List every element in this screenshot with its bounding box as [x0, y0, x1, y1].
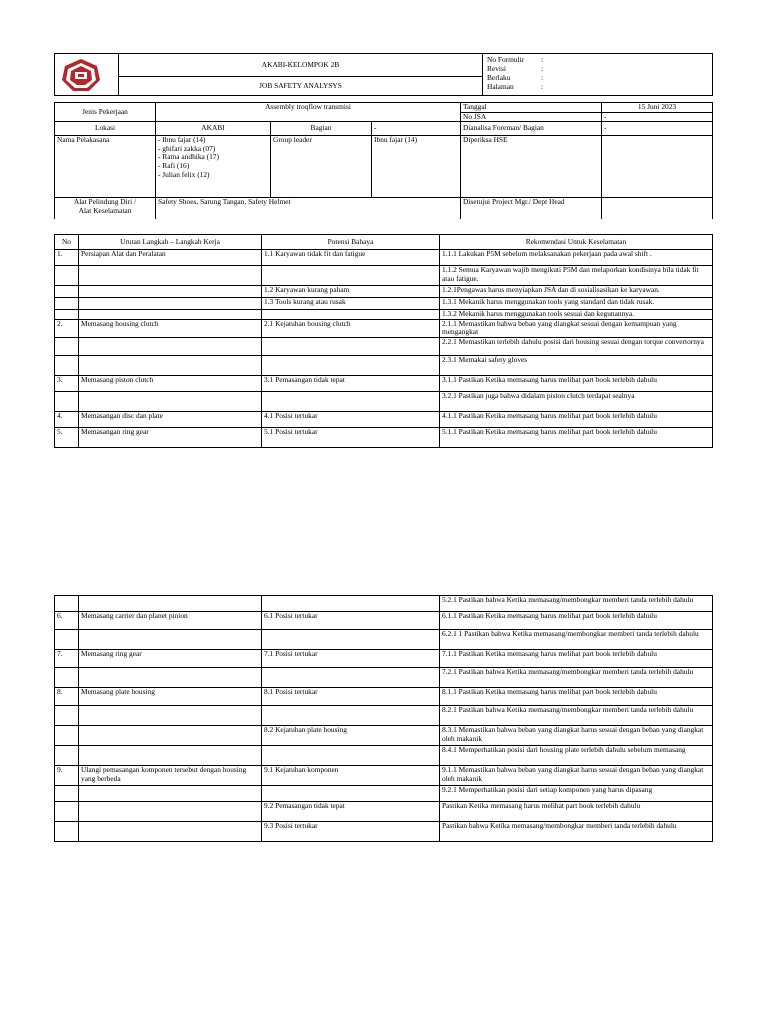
jenis-pekerjaan-label: Jenis Pekerjaan	[55, 103, 156, 122]
row-step: Memasangan disc dan plate	[79, 411, 262, 427]
row-no: 3.	[55, 375, 79, 391]
row-no: 6.	[55, 612, 79, 630]
row-recommendation: 1.1.2 Semua Karyawan wajib mengikuti P5M dan melaporkan kondisinya bila tidak fit atau fatigue.	[440, 266, 713, 286]
row-recommendation: 6.1.1 Pastikan Ketika memasang harus melihat part book terlebih dahulu	[440, 612, 713, 630]
meta-label: Berlaku	[487, 73, 511, 82]
row-recommendation: Pastikan bahwa Ketika memasang/membongkar memberi tanda terlebih dahulu	[440, 822, 713, 842]
row-no: 4.	[55, 411, 79, 427]
row-recommendation: 3.2.1 Pastikan juga bahwa didalam piston clutch terdapat sealnya	[440, 391, 713, 411]
row-step	[79, 630, 262, 650]
meta-label: Revisi	[487, 64, 506, 73]
row-hazard: 3.1 Pemasangan tidak tepat	[262, 375, 440, 391]
meta-row	[487, 82, 708, 91]
table-row	[55, 786, 713, 802]
row-hazard: 1.2 Karyawan kurang paham	[262, 286, 440, 298]
pelaksana-item: - Rama andhika (17)	[158, 152, 219, 162]
row-no	[55, 266, 79, 286]
pelaksana-item: - Rafi (16)	[158, 160, 190, 170]
row-hazard: 9.3 Posisi tertukar	[262, 822, 440, 842]
nama-pelaksana-label: Nama Pelakasana	[55, 136, 156, 198]
row-recommendation: 8.3.1 Memastikan bahwa beban yang diangkat harus sesuai dengan beban yang diangkat oleh makanik	[440, 726, 713, 746]
row-step	[79, 726, 262, 746]
meta-value: :	[541, 82, 544, 91]
row-step	[79, 266, 262, 286]
disetujui-label: Disetujui Project Mgr./ Dept Head	[461, 198, 602, 219]
diperiksa-hse-value	[602, 136, 713, 198]
row-recommendation: 3.1.1 Pastikan Ketika memasang harus melihat part book terlebih dahulu	[440, 375, 713, 391]
table-row	[55, 766, 713, 786]
meta-row	[487, 55, 708, 64]
diperiksa-hse-label: Diperiksa HSE	[461, 136, 602, 198]
apd-value: Safety Shoes, Sarung Tangan, Safety Helmet	[156, 198, 461, 219]
row-no	[55, 668, 79, 688]
row-hazard	[262, 630, 440, 650]
dianalisa-value: -	[602, 122, 713, 136]
meta-value: :	[541, 55, 544, 64]
row-step: Memasang ring gear	[79, 650, 262, 668]
row-recommendation: 8.4.1 Memperhatikan posisi dari housing plate terlebih dahulu sebelum memasang	[440, 746, 713, 766]
col-header-rekomendasi: Rekomendasi Untuk Keselamatan	[440, 235, 713, 250]
meta-value: :	[541, 64, 544, 73]
bagian-value: -	[372, 122, 461, 136]
row-step	[79, 668, 262, 688]
row-recommendation: 8.2.1 Pastikan bahwa Ketika memasang/membongkar memberi tanda terlebih dahulu	[440, 706, 713, 726]
row-hazard	[262, 310, 440, 320]
row-hazard	[262, 337, 440, 355]
row-step	[79, 802, 262, 822]
table-row	[55, 411, 713, 427]
pelaksana-item: - Julian felix (12)	[158, 169, 210, 179]
row-no	[55, 630, 79, 650]
row-recommendation: 1.2.1Pengawas harus menyiapkan JSA dan di sosialisasikan ke karyawan.	[440, 286, 713, 298]
row-no	[55, 786, 79, 802]
table-row	[55, 822, 713, 842]
row-no	[55, 726, 79, 746]
bagian-label: Bagian	[271, 122, 372, 136]
table-row	[55, 427, 713, 447]
row-recommendation: 2.3.1 Memakai safety gloves	[440, 355, 713, 375]
jenis-pekerjaan-value: Assembly troqflow transmisi	[156, 103, 461, 122]
jsa-table-page2	[54, 595, 713, 842]
jsa-table-page1	[54, 234, 713, 448]
row-no: 7.	[55, 650, 79, 668]
col-header-urutan: Urutan Langkah – Langkah Kerja	[79, 235, 262, 250]
row-no: 9.	[55, 766, 79, 786]
row-no: 2.	[55, 319, 79, 337]
row-step	[79, 786, 262, 802]
row-recommendation: 5.2.1 Pastikan bahwa Ketika memasang/membongkar memberi tanda terlebih dahulu	[440, 596, 713, 612]
row-step: Memasang carrier dan planet pinion	[79, 612, 262, 630]
meta-value: :	[541, 73, 544, 82]
table-row	[55, 612, 713, 630]
row-step	[79, 706, 262, 726]
row-hazard: 1.1 Karyawan tidak fit dan fatigue	[262, 250, 440, 266]
row-hazard	[262, 355, 440, 375]
row-recommendation: 9.1.1 Memastikan bahwa beban yang diangkat harus sesuai dengan beban yang diangkat oleh makanik	[440, 766, 713, 786]
row-hazard	[262, 786, 440, 802]
col-header-no: No	[55, 235, 79, 250]
row-no	[55, 746, 79, 766]
row-hazard	[262, 746, 440, 766]
row-step	[79, 391, 262, 411]
nama-pelaksana-list	[156, 136, 271, 198]
table-row	[55, 688, 713, 706]
row-no	[55, 298, 79, 310]
table-row	[55, 355, 713, 375]
meta-label: Halaman	[487, 82, 514, 91]
dianalisa-label: Dianalisa Foreman/ Bagian	[461, 122, 602, 136]
company-logo	[60, 58, 102, 92]
row-step: Memasangan ring gear	[79, 427, 262, 447]
table-row	[55, 375, 713, 391]
row-step	[79, 596, 262, 612]
table-row	[55, 746, 713, 766]
group-leader-label: Group leader	[271, 136, 372, 198]
pelaksana-item: - Ibnu fajar (14)	[158, 135, 206, 145]
row-hazard: 9.1 Kejatuhan komponen	[262, 766, 440, 786]
row-no	[55, 286, 79, 298]
row-recommendation: 1.3.1 Mekanik harus menggunakan tools yang standard dan tidak rusak.	[440, 298, 713, 310]
row-hazard	[262, 668, 440, 688]
row-hazard	[262, 706, 440, 726]
row-step: Ulangi pemasangan komponen tersebut dengan housing yang berbeda	[79, 766, 262, 786]
row-recommendation: 9.2.1 Memperhatikan posisi dari setiap komponen yang harus dipasang	[440, 786, 713, 802]
tanggal-label: Tanggal	[461, 103, 602, 113]
row-recommendation: 1.3.2 Mekanik harus menggunakan tools sesuai dan kegunannya.	[440, 310, 713, 320]
row-step: Memasang piston clutch	[79, 375, 262, 391]
row-no: 8.	[55, 688, 79, 706]
row-step	[79, 337, 262, 355]
apd-label-line2: Alat Keselamatan	[78, 205, 132, 215]
row-recommendation: 1.1.1 Lakukan P5M sebelum melaksanakan pekerjaan pada awal shift .	[440, 250, 713, 266]
meta-row	[487, 64, 708, 73]
table-row	[55, 310, 713, 320]
row-recommendation: Pastikan Ketika memasang harus melihat part book terlebih dahulu	[440, 802, 713, 822]
row-recommendation: 5.1.1 Pastikan Ketika memasang harus melihat part book terlebih dahulu	[440, 427, 713, 447]
row-hazard: 9.2 Pemasangan tidak tepat	[262, 802, 440, 822]
row-recommendation: 8.1.1 Pastikan Ketika memasang harus melihat part book terlebih dahulu	[440, 688, 713, 706]
table-row	[55, 319, 713, 337]
row-no	[55, 355, 79, 375]
row-step	[79, 286, 262, 298]
row-hazard: 6.1 Posisi tertukar	[262, 612, 440, 630]
row-step	[79, 355, 262, 375]
row-step: Memasang housing clutch	[79, 319, 262, 337]
table-row	[55, 630, 713, 650]
apd-label	[55, 198, 156, 219]
table-row	[55, 250, 713, 266]
apd-label-line1: Alat Pelindung Diri /	[73, 197, 137, 207]
row-hazard	[262, 391, 440, 411]
row-hazard: 8.1 Posisi tertukar	[262, 688, 440, 706]
tanggal-value: 15 Juni 2023	[602, 103, 713, 113]
table-row	[55, 650, 713, 668]
row-step: Memasang plate housing	[79, 688, 262, 706]
row-recommendation: 2.1.1 Memastikan bahwa beban yang diangkat sesuai dengan kemampuan yang mengangkat	[440, 319, 713, 337]
row-hazard: 4.1 Posisi tertukar	[262, 411, 440, 427]
no-jsa-label: No JSA	[461, 112, 602, 122]
row-no	[55, 391, 79, 411]
table-row	[55, 596, 713, 612]
group-leader-value: Ibnu fajar (14)	[372, 136, 461, 198]
form-title: AKABI-KELOMPOK 2B	[119, 54, 483, 77]
table-row	[55, 391, 713, 411]
table-row	[55, 266, 713, 286]
table-row	[55, 802, 713, 822]
row-recommendation: 7.1.1 Pastikan Ketika memasang harus melihat part book terlebih dahulu	[440, 650, 713, 668]
meta-label: No Formulir	[487, 55, 525, 64]
row-hazard: 1.3 Tools kurang atau rusak	[262, 298, 440, 310]
pelaksana-item: - ghifari zakka (07)	[158, 143, 216, 153]
row-no	[55, 706, 79, 726]
row-no	[55, 802, 79, 822]
row-step	[79, 310, 262, 320]
row-hazard: 5.1 Posisi tertukar	[262, 427, 440, 447]
table-row	[55, 726, 713, 746]
row-recommendation: 6.2.1 1 Pastikan bahwa Ketika memasang/membongkar memberi tanda terlebih dahulu	[440, 630, 713, 650]
lokasi-value: AKABI	[156, 122, 271, 136]
form-header	[54, 53, 713, 96]
table-row	[55, 706, 713, 726]
row-hazard: 2.1 Kejatuhan housing clutch	[262, 319, 440, 337]
table-row	[55, 668, 713, 688]
form-subtitle: JOB SAFETY ANALYSYS	[119, 77, 483, 96]
row-no: 1.	[55, 250, 79, 266]
row-no	[55, 822, 79, 842]
table-row	[55, 286, 713, 298]
row-hazard	[262, 266, 440, 286]
no-jsa-value: -	[602, 112, 713, 122]
lokasi-label: Lokasi	[55, 122, 156, 136]
table-row	[55, 298, 713, 310]
row-step	[79, 822, 262, 842]
meta-row	[487, 73, 708, 82]
row-hazard: 8.2 Kejatuhan plate housing	[262, 726, 440, 746]
row-step	[79, 746, 262, 766]
row-step	[79, 298, 262, 310]
table-row	[55, 337, 713, 355]
col-header-potensi: Potensi Bahaya	[262, 235, 440, 250]
row-no: 5.	[55, 427, 79, 447]
row-no	[55, 337, 79, 355]
row-step: Persiapan Alat dan Peralatan	[79, 250, 262, 266]
row-recommendation: 4.1.1 Pastikan Ketika memasang harus melihat part book terlebih dahulu	[440, 411, 713, 427]
disetujui-value	[602, 198, 713, 219]
row-hazard: 7.1 Posisi tertukar	[262, 650, 440, 668]
form-meta	[483, 54, 713, 96]
row-recommendation: 2.2.1 Memastikan terlebih dahulu posisi dari housing sesuai dengan torque convertornya	[440, 337, 713, 355]
row-hazard	[262, 596, 440, 612]
row-recommendation: 7.2.1 Pastikan bahwa Ketika memasang/membongkar memberi tanda terlebih dahulu	[440, 668, 713, 688]
row-no	[55, 310, 79, 320]
row-no	[55, 596, 79, 612]
job-info-table	[54, 102, 713, 219]
